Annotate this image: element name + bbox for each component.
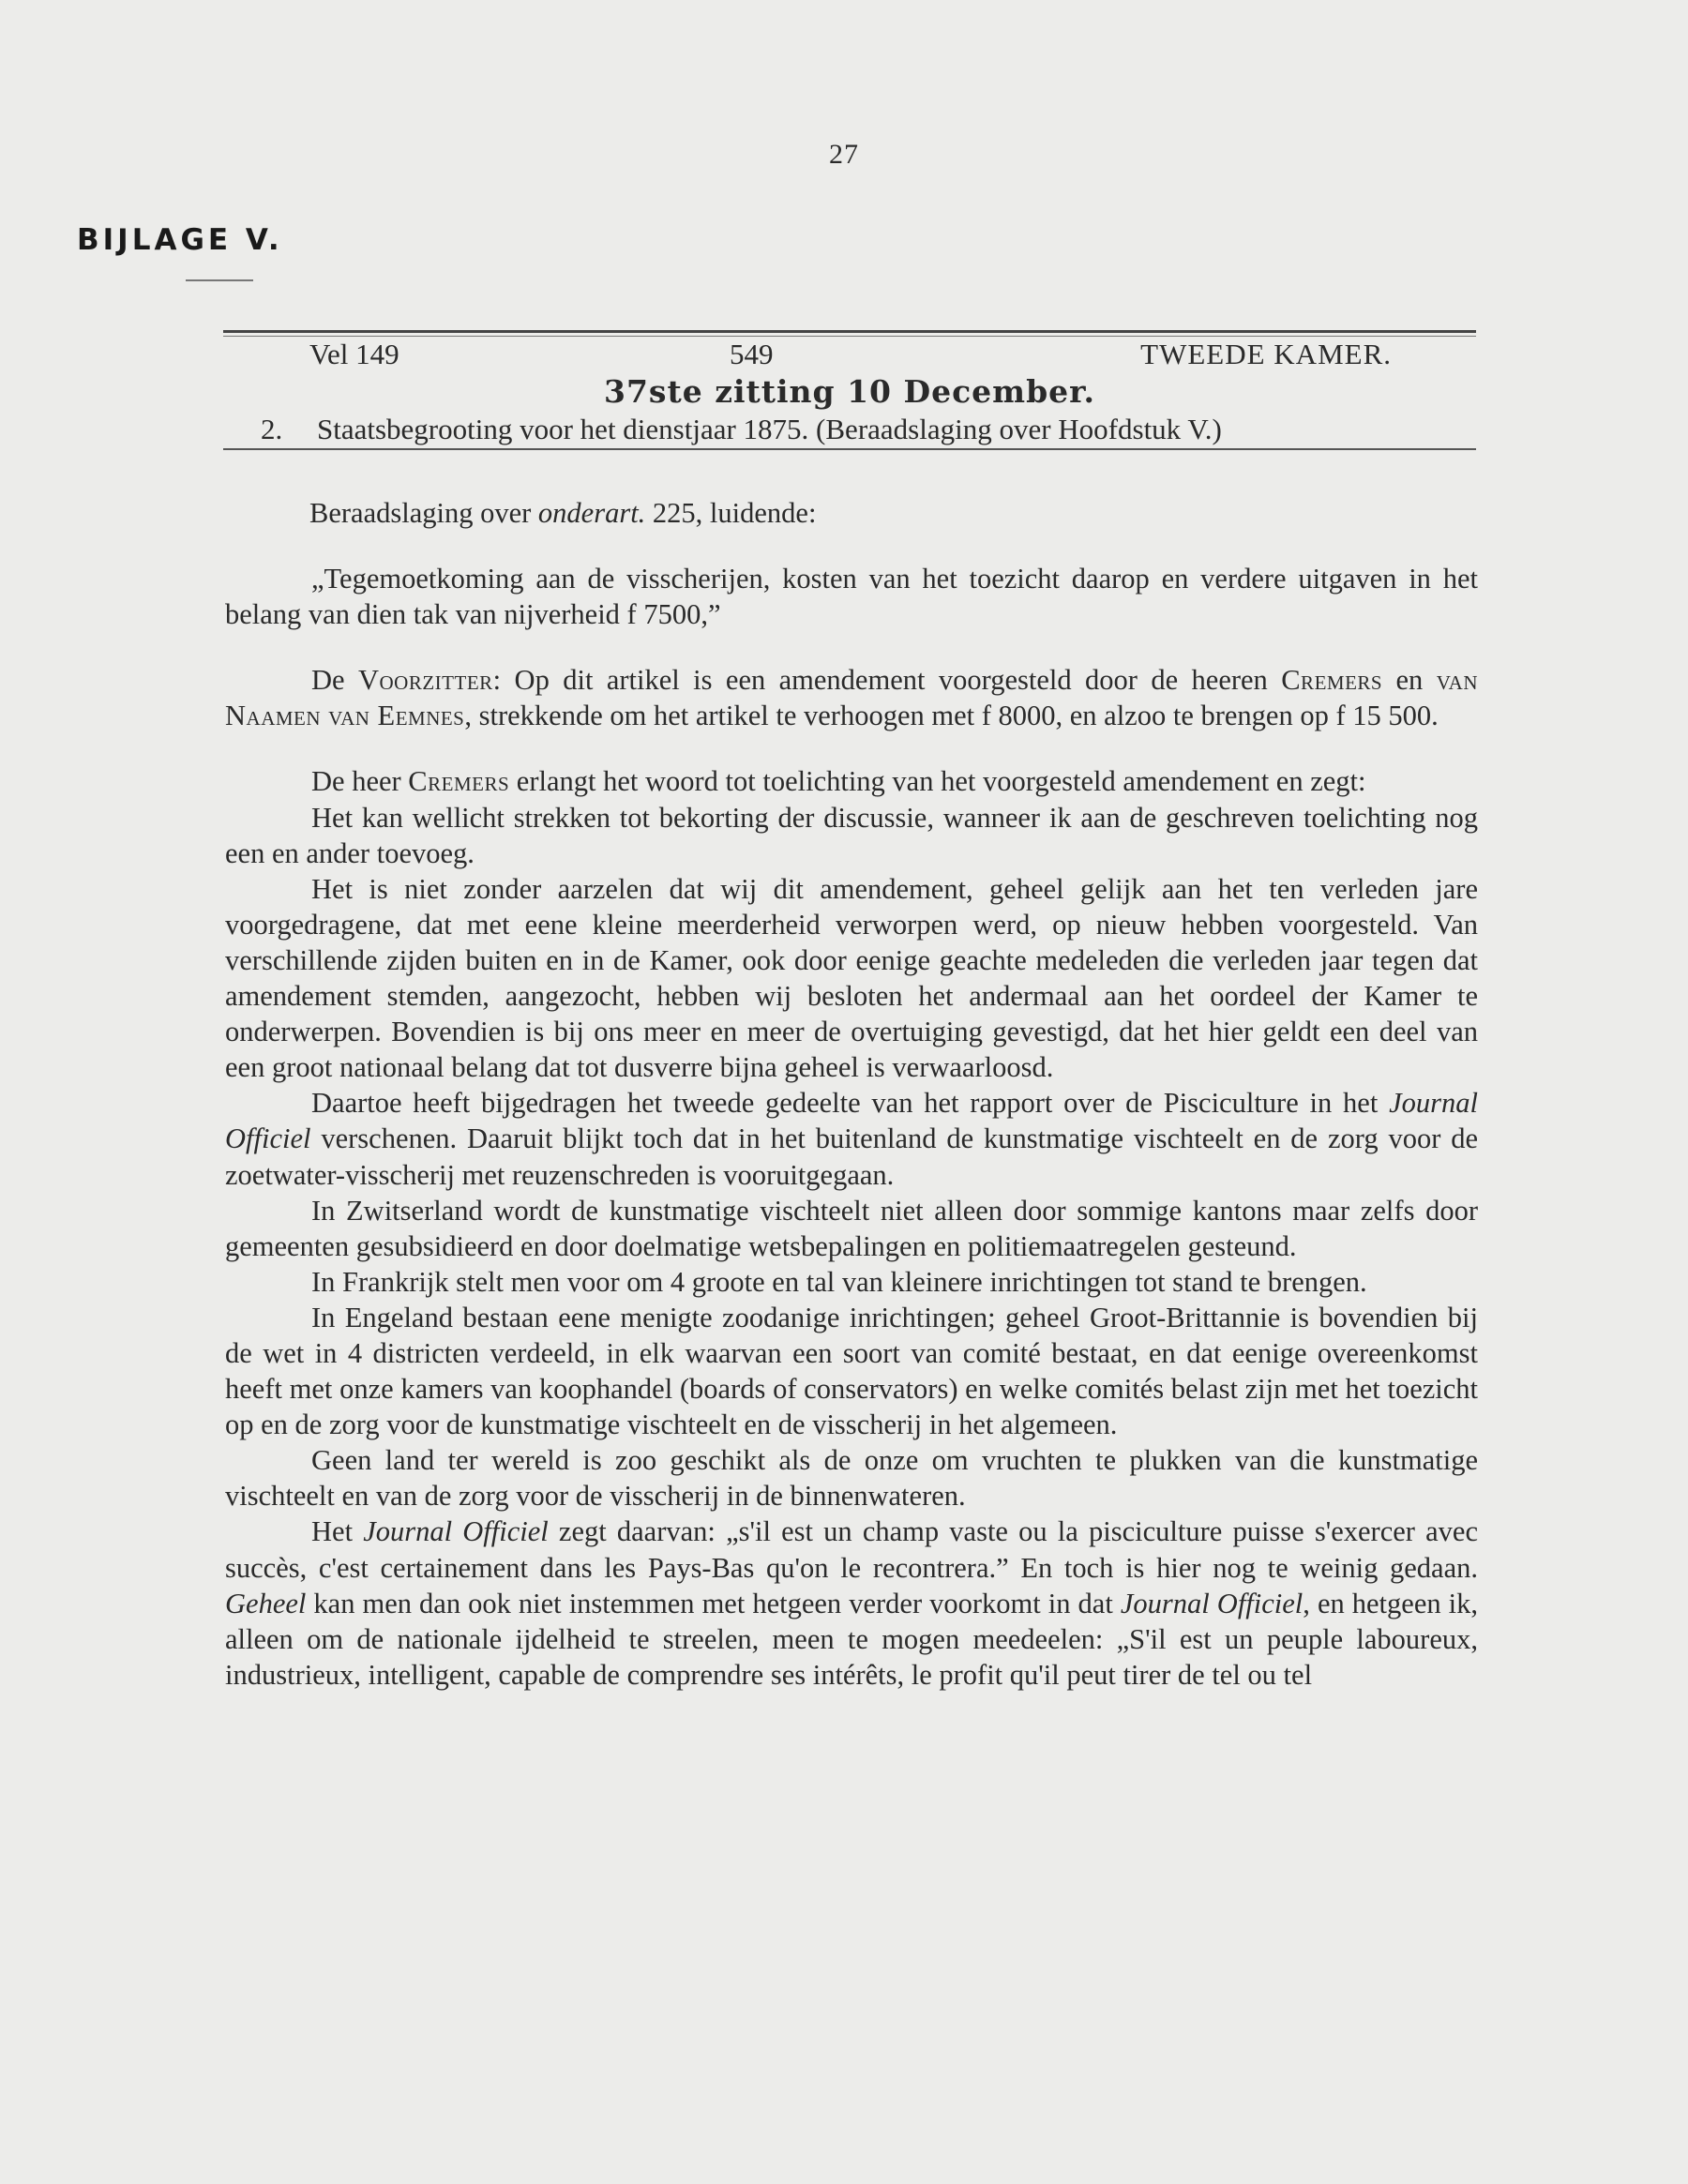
- text: De: [311, 664, 358, 697]
- text: Beraadslaging over: [309, 497, 538, 529]
- paragraph: [225, 763, 1478, 799]
- subject-number: 2.: [261, 413, 283, 445]
- text: , en hetgeen ik, alleen om de nationale ijdelheid te streelen, meen te mogen meedeelen: „S'il est un peuple laboureux, industrieux, intelligent, capable de comprendre ses intérêts, le profit qu'il peut tirer de tel ou tel: [225, 1587, 1478, 1691]
- text-italic: Journal Officiel: [225, 1087, 1478, 1155]
- session-title: 37ste zitting 10 December.: [603, 373, 1096, 410]
- text: Het: [311, 1515, 364, 1548]
- paragraph: „Tegemoetkoming aan de visscherijen, kosten van het toezicht daarop en verdere uitgaven in het belang van dien tak van nijverheid f 7500,”: [225, 563, 1478, 631]
- annex-heading: BIJLAGE V.: [77, 223, 283, 257]
- text: en: [1382, 664, 1437, 697]
- speaker-name: van Naamen van Eemnes: [225, 664, 1478, 732]
- speaker-name: Cremers: [408, 765, 510, 798]
- subject-text: Staatsbegrooting voor het dienstjaar 1875. (Beraadslaging over Hoofdstuk V.): [317, 413, 1222, 445]
- document-body: [225, 495, 1478, 1693]
- text: De heer: [311, 765, 409, 798]
- paragraph: In Frankrijk stelt men voor om 4 groote en tal van kleinere inrichtingen tot stand te brengen.: [311, 1265, 1367, 1298]
- text-italic: Journal Officiel: [1120, 1587, 1304, 1619]
- text: kan men dan ook niet instemmen met hetgeen verder voorkomt in dat: [306, 1587, 1121, 1619]
- text: Daartoe heeft bijgedragen het tweede gedeelte van het rapport over de Pisciculture in het: [311, 1087, 1390, 1120]
- header-top-rule-thin: [223, 336, 1476, 337]
- page-number: 27: [829, 139, 859, 170]
- text-italic: Journal Officiel: [363, 1515, 549, 1548]
- text: : Op dit artikel is een amendement voorgesteld door de heeren: [492, 664, 1282, 697]
- speaker-name: Voorzitter: [357, 664, 493, 697]
- paragraph: In Engeland bestaan eene menigte zoodanige inrichtingen; geheel Groot-Brittannie is bovendien bij de wet in 4 districten verdeeld, in elk waarvan een soort van comité bestaat, en dat eenige overeenkomst heeft met onze kamers van koophandel (boards of conservators) en welke comités belast zijn met het toezicht op en de zorg voor de kunstmatige vischteelt en de visscherij in het algemeen.: [225, 1301, 1478, 1441]
- speaker-name: Cremers: [1281, 664, 1383, 697]
- header-row: [223, 338, 1476, 375]
- paragraph: Het is niet zonder aarzelen dat wij dit amendement, geheel gelijk aan het ten verleden jare voorgedragene, dat met eene kleine meerderheid verworpen werd, op nieuw hebben voorgesteld. Van verschillende zijden buiten en in de Kamer, ook door eenige geachte medeleden die verleden jaar tegen dat amendement stemden, aangezocht, hebben wij besloten het andermaal aan het oordeel der Kamer te onderwerpen. Bovendien is bij ons meer en meer de overtuiging gevestigd, dat het hier geldt een deel van een groot nationaal belang dat tot dusverre bijna geheel is verwaarloosd.: [225, 872, 1478, 1084]
- paragraph: Het kan wellicht strekken tot bekorting der discussie, wanneer ik aan de geschreven toelichting nog een en ander toevoeg.: [225, 801, 1478, 869]
- paragraph: In Zwitserland wordt de kunstmatige vischteelt niet alleen door sommige kantons maar zelfs door gemeenten gesubsidieerd en door doelmatige wetsbepalingen en politiemaatregelen gesteund.: [225, 1194, 1478, 1262]
- text: verschenen. Daaruit blijkt toch dat in het buitenland de kunstmatige vischteelt en de zorg voor de zoetwater-visscherij met reuzenschreden is vooruitgegaan.: [225, 1122, 1478, 1191]
- paragraph: [225, 495, 1478, 531]
- text-italic: Geheel: [225, 1587, 307, 1619]
- chamber-name: TWEEDE KAMER.: [1140, 338, 1392, 370]
- text: erlangt het woord tot toelichting van het voorgesteld amendement en zegt:: [509, 765, 1366, 798]
- paragraph: [225, 662, 1478, 733]
- text: , strekkende om het artikel te verhoogen met f 8000, en alzoo te brengen op f 15 500.: [464, 700, 1439, 732]
- sheet-number: 549: [730, 338, 774, 370]
- paragraph: [225, 1085, 1478, 1192]
- annex-underline: [186, 279, 253, 281]
- text-italic: onderart.: [537, 497, 646, 529]
- vel-label: Vel 149: [309, 338, 399, 370]
- header-bottom-rule: [223, 448, 1476, 450]
- text: 225, luidende:: [645, 497, 817, 529]
- text: zegt daarvan: „s'il est un champ vaste ou la pisciculture puisse s'exercer avec succès, c'est certainement dans les Pays-Bas qu'on le recontrera.” En toch is hier nog te weinig gedaan.: [225, 1515, 1478, 1584]
- paragraph: [225, 1514, 1478, 1692]
- header-top-rule: [223, 330, 1476, 333]
- paragraph: Geen land ter wereld is zoo geschikt als de onze om vruchten te plukken van die kunstmatige vischteelt en van de zorg voor de visscherij in de binnenwateren.: [225, 1444, 1478, 1513]
